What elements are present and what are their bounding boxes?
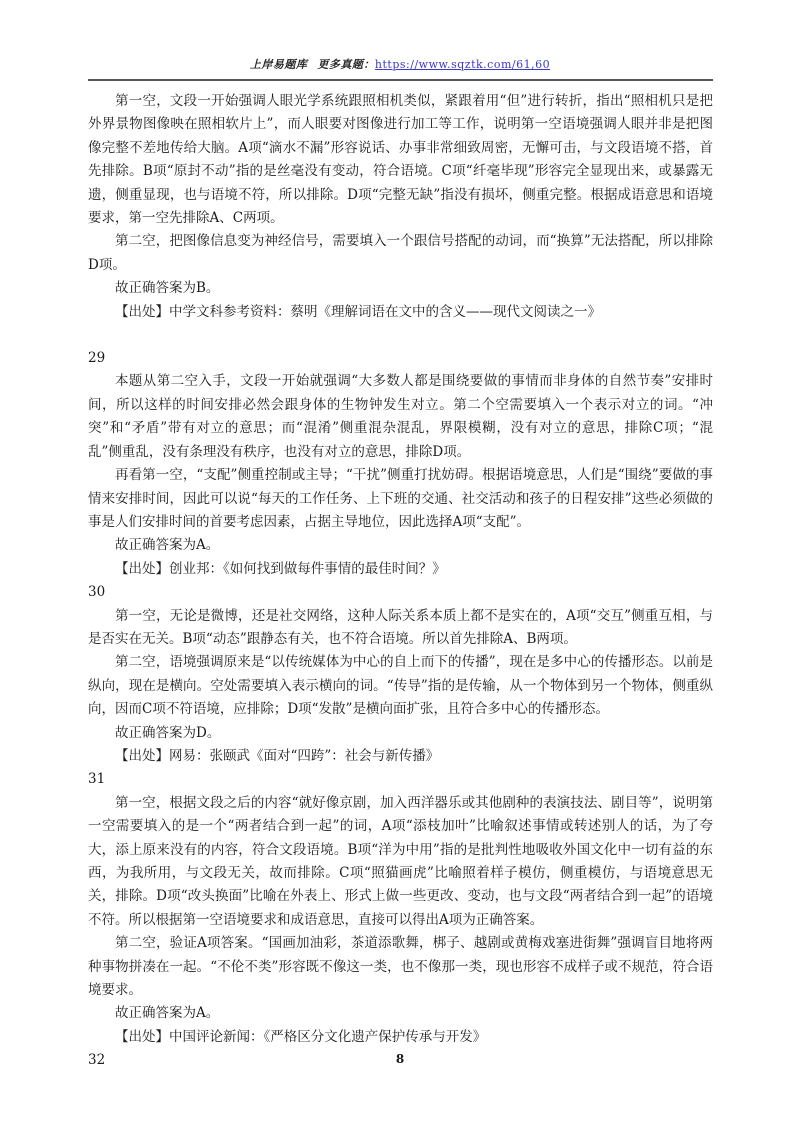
q31-paragraph-2: 第二空，验证A项答案。“国画加油彩，茶道添歌舞，梆子、越剧或黄梅戏塞进街舞”强调盲目地将两种事物拼凑在一起。“不伦不类”形容既不像这一类，也不像那一类，现也形容不成样子或不规范，符合语境要求。 [88, 935, 713, 999]
page-content [88, 90, 713, 1073]
q28-source: 【出处】中学文科参考资料：蔡明《理解词语在文中的含义——现代文阅读之一》 [115, 303, 601, 320]
header-url-link[interactable]: https://www.sqztk.com/61,60 [374, 58, 551, 71]
q29-paragraph-2: 再看第一空，“支配”侧重控制或主导；“干扰”侧重打扰妨碍。根据语境意思，人们是“围绕”要做的事情来安排时间，因此可以说“每天的工作任务、上下班的交通、社交活动和孩子的日程安排”这些必须做的事是人们安排时间的首要考虑因素，占据主导地位，因此选择A项“支配”。 [88, 467, 713, 530]
header-label: 更多真题： [317, 58, 375, 71]
q31-paragraph-1: 第一空，根据文段之后的内容“就好像京剧，加入西洋器乐或其他剧种的表演技法、剧目等”，说明第一空需要填入的是一个“两者结合到一起”的词，A项“添枝加叶”比喻叙述事情或转述别人的话，为了夸大，添上原来没有的内容，符合文段语境。B项“洋为中用”指的是批判性地吸收外国文化中一切有益的东西，为我所用，与文段无关，故而排除。C项“照猫画虎”比喻照着样子模仿，侧重模仿，与语境意思无关，排除。D项“改头换面”比喻在外表上、形式上做一些更改、变动，也与文段“两者结合到一起”的语境不符。所以根据第一空语境要求和成语意思，直接可以得出A项为正确答案。 [88, 794, 713, 928]
q30-paragraph-2: 第二空，语境强调原来是“以传统媒体为中心的自上而下的传播”，现在是多中心的传播形态。以前是纵向，现在是横向。空处需要填入表示横向的词。“传导”指的是传输，从一个物体到另一个物体，侧重纵向，因而C项不符语境，应排除；D项“发散”是横向面扩张，且符合多中心的传播形态。 [88, 654, 713, 718]
header-brand: 上岸易题库 [249, 58, 308, 71]
q29-source: 【出处】创业邦：《如何找到做每件事情的最佳时间？》 [115, 560, 446, 577]
blank-line [88, 324, 713, 347]
q32-number: 32 [88, 1052, 106, 1069]
header-divider [88, 79, 713, 81]
q29-paragraph-1: 本题从第二空入手，文段一开始就强调“大多数人都是围绕要做的事情而非身体的自然节奏”安排时间，所以这样的时间安排必然会跟身体的生物钟发生对立。第二个空需要填入一个表示对立的词。“冲突”和“矛盾”带有对立的意思；而“混淆”侧重混杂混乱，界限模糊，没有对立的意思，排除C项；“混乱”侧重乱，没有条理没有秩序，也没有对立的意思，排除D项。 [88, 373, 713, 460]
q28-paragraph-2: 第二空，把图像信息变为神经信号，需要填入一个跟信号搭配的动词，而“换算”无法搭配，所以排除D项。 [88, 233, 713, 273]
q31-answer: 故正确答案为A。 [115, 1005, 220, 1022]
page-header [0, 56, 800, 72]
page-number: 8 [395, 1052, 405, 1066]
q29-number: 29 [88, 350, 106, 367]
q28-paragraph-1: 第一空，文段一开始强调人眼光学系统跟照相机类似，紧跟着用“但”进行转折，指出“照相机只是把外界景物图像映在照相软片上”，而人眼要对图像进行加工等工作，说明第一空语境强调人眼并非是把图像完整不差地传给大脑。A项“滴水不漏”形容说话、办事非常细致周密，无懈可击，与文段语境不搭，首先排除。B项“原封不动”指的是丝毫没有变动，符合语境。C项“纤毫毕现”形容完全显现出来，或暴露无遗，侧重显现，也与语境不符，所以排除。D项“完整无缺”指没有损坏，侧重完整。根据成语意思和语境要求，第一空先排除A、C两项。 [88, 93, 713, 227]
q30-answer: 故正确答案为D。 [115, 724, 221, 741]
q30-number: 30 [88, 584, 106, 601]
q30-source: 【出处】网易：张颐武《面对“四跨”：社会与新传播》 [115, 747, 440, 764]
q31-source: 【出处】中国评论新闻：《严格区分文化遗产保护传承与开发》 [115, 1028, 487, 1045]
q31-number: 31 [88, 771, 106, 788]
q28-answer: 故正确答案为B。 [115, 280, 220, 297]
q29-answer: 故正确答案为A。 [115, 537, 220, 554]
q30-paragraph-1: 第一空，无论是微博，还是社交网络，这种人际关系本质上都不是实在的，A项“交互”侧重互相，与是否实在无关。B项“动态”跟静态有关，也不符合语境。所以首先排除A、B两项。 [88, 607, 713, 647]
